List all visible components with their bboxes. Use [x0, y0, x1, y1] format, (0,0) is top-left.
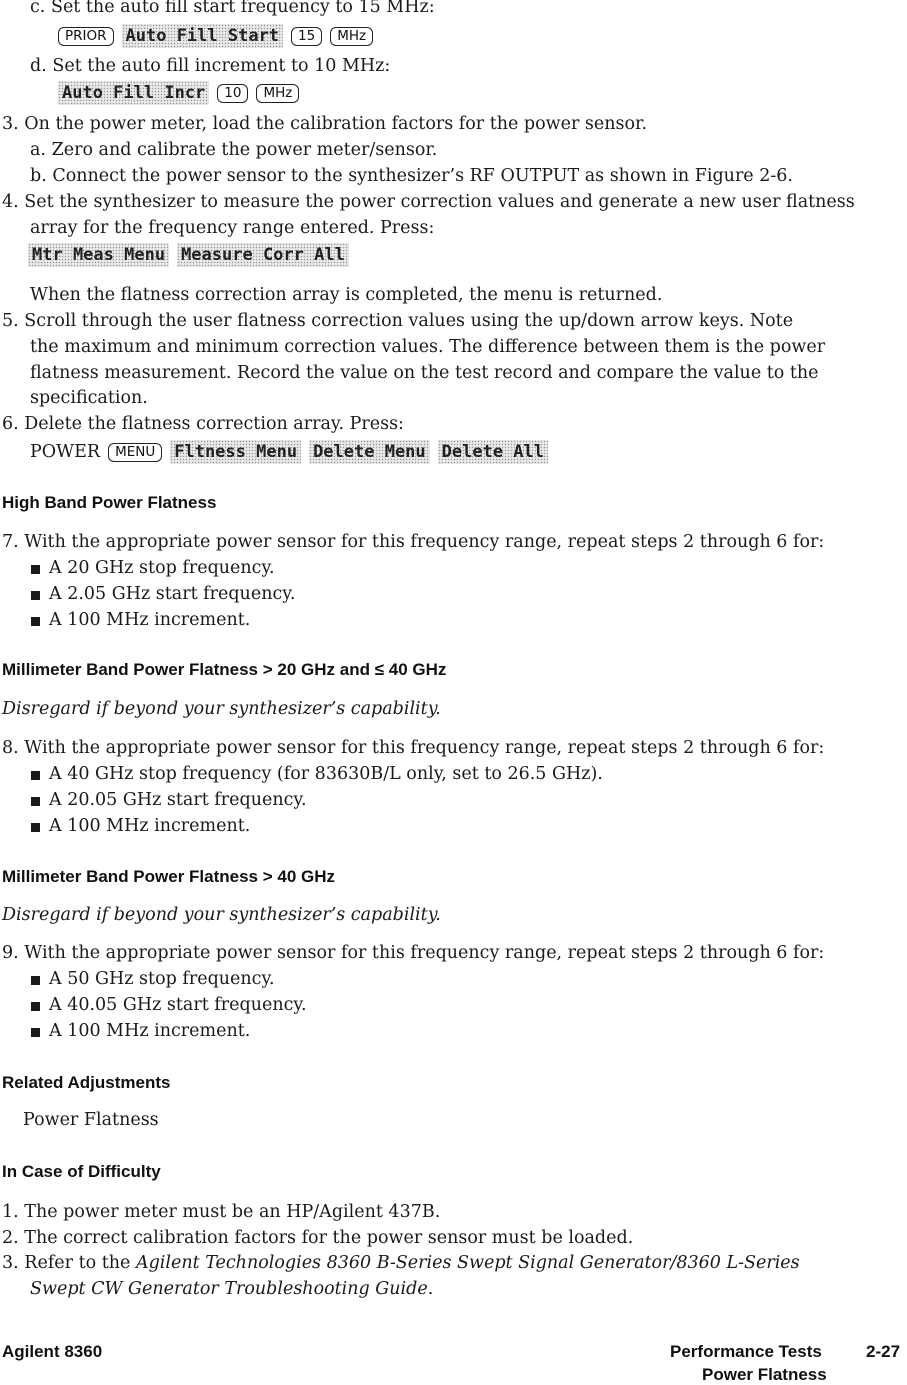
step-d — [30, 55, 390, 77]
step-9 — [2, 942, 824, 964]
step-marker: a. — [30, 140, 46, 160]
step-marker: 5. — [2, 311, 19, 331]
bullet-icon — [31, 591, 40, 600]
step-text: On the power meter, load the calibration factors for the power sensor. — [24, 114, 648, 134]
list-item: A 2.05 GHz start frequency. — [49, 584, 296, 604]
section-heading-mm-band-gt40: Millimeter Band Power Flatness > 40 GHz — [2, 867, 336, 886]
step-text: Zero and calibrate the power meter/sensor. — [51, 140, 438, 160]
prior-key[interactable]: PRIOR — [58, 27, 114, 46]
step-c — [30, 0, 435, 18]
bullet-icon — [31, 565, 40, 574]
power-label: POWER — [30, 442, 101, 462]
delete-menu-softkey[interactable]: Delete Menu — [309, 440, 430, 464]
step-marker: 8. — [2, 738, 19, 758]
bullet-icon — [31, 771, 40, 780]
delete-all-softkey[interactable]: Delete All — [438, 440, 548, 464]
step-text: With the appropriate power sensor for this frequency range, repeat steps 2 through 6 for: — [24, 943, 825, 963]
step-marker: 7. — [2, 532, 19, 552]
step-marker: 2. — [2, 1228, 19, 1248]
mhz-key[interactable]: MHz — [330, 27, 373, 46]
step-text: Set the auto fill increment to 10 MHz: — [52, 56, 391, 76]
list-item: A 40.05 GHz start frequency. — [49, 995, 307, 1015]
list-item: A 100 MHz increment. — [49, 816, 251, 836]
step-3 — [2, 113, 647, 135]
step-4 — [2, 191, 855, 213]
measure-corr-all-softkey[interactable]: Measure Corr All — [177, 243, 349, 267]
step-3a — [30, 139, 437, 161]
step-marker: 3. — [2, 114, 19, 134]
section-heading-related: Related Adjustments — [2, 1073, 171, 1092]
step-marker: 6. — [2, 414, 19, 434]
note: Disregard if beyond your synthesizer’s capability. — [2, 699, 441, 719]
step-text: With the appropriate power sensor for this frequency range, repeat steps 2 through 6 for: — [24, 738, 825, 758]
step-marker: c. — [30, 0, 46, 17]
step-marker: 9. — [2, 943, 19, 963]
step-marker: b. — [30, 166, 47, 186]
footer-section: Performance Tests — [670, 1342, 822, 1361]
section-heading-mm-band-40: Millimeter Band Power Flatness > 20 GHz and ≤ 40 GHz — [2, 660, 447, 679]
step-text: Connect the power sensor to the synthesizer’s RF OUTPUT as shown in Figure 2-6. — [52, 166, 793, 186]
step-text: Refer to the — [24, 1253, 131, 1273]
step-8 — [2, 737, 824, 759]
step-6 — [2, 413, 404, 435]
bullet-icon — [31, 823, 40, 832]
list-item: A 20 GHz stop frequency. — [49, 558, 275, 578]
step-3b — [30, 165, 793, 187]
document-title: Swept CW Generator Troubleshooting Guide — [30, 1279, 428, 1299]
difficulty-item-2 — [2, 1227, 633, 1249]
step-5-line4: specification. — [30, 388, 148, 408]
bullet-icon — [31, 1002, 40, 1011]
auto-fill-start-softkey[interactable]: Auto Fill Start — [122, 24, 284, 48]
difficulty-item-3-line2 — [30, 1278, 433, 1300]
difficulty-item-1 — [2, 1201, 440, 1223]
step-marker: d. — [30, 56, 47, 76]
mhz-key[interactable]: MHz — [256, 84, 299, 103]
list-item: A 50 GHz stop frequency. — [49, 969, 275, 989]
list-item: A 100 MHz increment. — [49, 610, 251, 630]
step-text: Set the auto fill start frequency to 15 MHz: — [50, 0, 435, 17]
step-text: With the appropriate power sensor for this frequency range, repeat steps 2 through 6 for: — [24, 532, 825, 552]
step-5-line2: the maximum and minimum correction values. The difference between them is the power — [30, 337, 826, 357]
bullet-icon — [31, 1028, 40, 1037]
key-sequence-6 — [30, 440, 556, 464]
document-title: Agilent Technologies 8360 B-Series Swept Signal Generator/8360 L-Series — [135, 1253, 800, 1273]
menu-key[interactable]: MENU — [108, 443, 162, 462]
list-item: A 100 MHz increment. — [49, 1021, 251, 1041]
key-sequence-d — [58, 81, 307, 105]
footer-subsection: Power Flatness — [702, 1365, 827, 1384]
digit-15-key[interactable]: 15 — [291, 27, 322, 46]
difficulty-item-3 — [2, 1252, 800, 1274]
bullet-icon — [31, 976, 40, 985]
step-text: The power meter must be an HP/Agilent 437B. — [24, 1202, 441, 1222]
step-text: The correct calibration factors for the power sensor must be loaded. — [24, 1228, 634, 1248]
step-4-after: When the flatness correction array is completed, the menu is returned. — [30, 285, 663, 305]
section-heading-high-band: High Band Power Flatness — [2, 493, 217, 512]
list-item: A 20.05 GHz start frequency. — [49, 790, 307, 810]
section-heading-difficulty: In Case of Difficulty — [2, 1162, 161, 1181]
key-sequence-c — [58, 24, 381, 48]
step-text: Scroll through the user flatness correction values using the up/down arrow keys. Note — [24, 311, 794, 331]
step-7 — [2, 531, 824, 553]
fltness-menu-softkey[interactable]: Fltness Menu — [170, 440, 301, 464]
footer-left: Agilent 8360 — [2, 1342, 103, 1361]
punctuation: . — [427, 1279, 434, 1299]
key-sequence-4 — [28, 243, 357, 267]
page-number: 2-27 — [866, 1342, 901, 1361]
related-item: Power Flatness — [23, 1110, 159, 1130]
auto-fill-incr-softkey[interactable]: Auto Fill Incr — [58, 81, 209, 105]
digit-10-key[interactable]: 10 — [217, 84, 248, 103]
step-5-line3: flatness measurement. Record the value on the test record and compare the value to the — [30, 363, 819, 383]
step-text: Set the synthesizer to measure the power correction values and generate a new user flatness — [24, 192, 855, 212]
step-4-line2: array for the frequency range entered. Press: — [30, 218, 435, 238]
step-marker: 4. — [2, 192, 19, 212]
step-5 — [2, 310, 793, 332]
mtr-meas-menu-softkey[interactable]: Mtr Meas Menu — [28, 243, 169, 267]
bullet-icon — [31, 617, 40, 626]
step-text: Delete the flatness correction array. Press: — [24, 414, 404, 434]
note: Disregard if beyond your synthesizer’s capability. — [2, 905, 441, 925]
step-marker: 1. — [2, 1202, 19, 1222]
step-marker: 3. — [2, 1253, 19, 1273]
bullet-icon — [31, 797, 40, 806]
list-item: A 40 GHz stop frequency (for 83630B/L only, set to 26.5 GHz). — [49, 764, 603, 784]
